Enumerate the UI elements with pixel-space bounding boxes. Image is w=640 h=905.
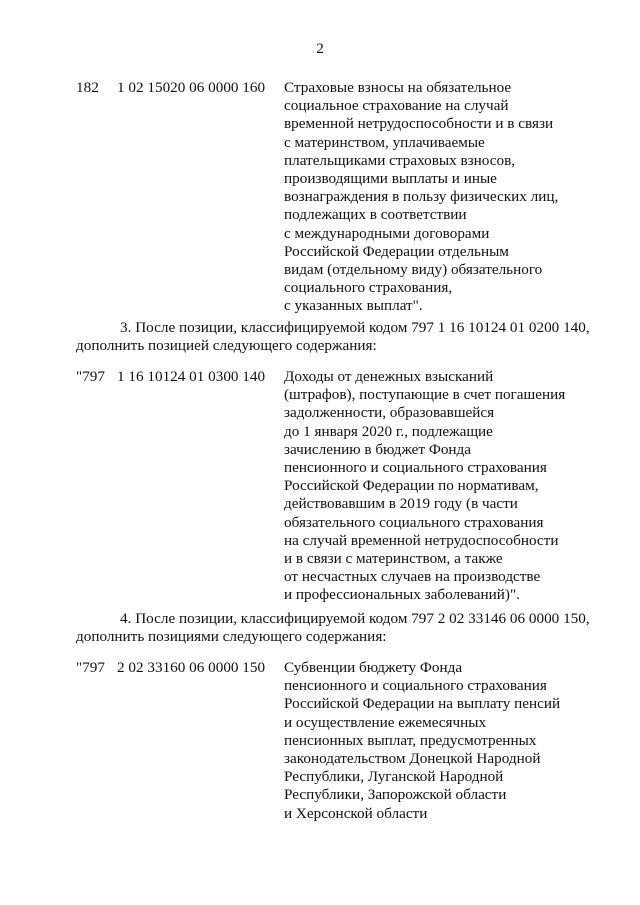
description-line: Страховые взносы на обязательное [284, 79, 512, 96]
paragraph-line: 4. После позиции, классифицируемой кодом 797 2 02 33146 06 0000 150, [120, 610, 590, 627]
description-line: Республики, Луганской Народной [284, 768, 504, 786]
description-line: Доходы от денежных взысканий [284, 368, 494, 385]
admin-code: "797 [76, 368, 105, 385]
description-line: до 1 января 2020 г., подлежащие [284, 422, 493, 440]
description-line: Субвенции бюджету Фонда [284, 659, 463, 676]
description-line: и Херсонской области [284, 804, 428, 822]
admin-code: 182 [76, 79, 99, 96]
description-line: законодательством Донецкой Народной [284, 750, 541, 768]
description-line: временной нетрудоспособности и в связи [284, 115, 554, 133]
description-line: производящими выплаты и иные [284, 170, 497, 188]
description-line: на случай временной нетрудоспособности [284, 531, 559, 549]
entry-description [284, 368, 584, 605]
description-line: обязательного социального страхования [284, 513, 544, 531]
description-line: пенсионного и социального страхования [284, 459, 547, 477]
description-line: задолженности, образовавшейся [284, 404, 495, 422]
paragraph-line: дополнить позицией следующего содержания: [76, 337, 377, 355]
description-line: Российской Федерации отдельным [284, 242, 509, 260]
description-line: и профессиональных заболеваний)". [284, 586, 520, 604]
description-line: Российской Федерации по нормативам, [284, 477, 539, 495]
admin-code: "797 [76, 659, 105, 676]
description-line: вознаграждения в пользу физических лиц, [284, 188, 559, 206]
description-line: Республики, Запорожской области [284, 786, 507, 804]
budget-classification-code: 2 02 33160 06 0000 150 [117, 659, 266, 676]
description-line: плательщиками страховых взносов, [284, 151, 516, 169]
description-line: и в связи с материнством, а также [284, 550, 503, 568]
description-line: социальное страхование на случай [284, 97, 509, 115]
description-line: действовавшим в 2019 году (в части [284, 495, 518, 513]
description-line: пенсионных выплат, предусмотренных [284, 731, 537, 749]
description-line: (штрафов), поступающие в счет погашения [284, 386, 566, 404]
description-line: зачислению в бюджет Фонда [284, 440, 472, 458]
description-line: от несчастных случаев на производстве [284, 568, 541, 586]
entry-description [284, 659, 584, 823]
amendment-paragraph [76, 610, 590, 646]
description-line: с материнством, уплачиваемые [284, 133, 485, 151]
budget-classification-code: 1 02 15020 06 0000 160 [117, 79, 266, 96]
description-line: видам (отдельному виду) обязательного [284, 261, 543, 279]
budget-classification-code: 1 16 10124 01 0300 140 [117, 368, 266, 385]
description-line: подлежащих в соответствии [284, 206, 467, 224]
paragraph-line: 3. После позиции, классифицируемой кодом 797 1 16 10124 01 0200 140, [120, 319, 590, 336]
page-number: 2 [316, 40, 324, 57]
description-line: социального страхования, [284, 279, 453, 297]
amendment-paragraph [76, 319, 590, 355]
description-line: пенсионного и социального страхования [284, 677, 547, 695]
description-line: с международными договорами [284, 224, 490, 242]
description-line: Российской Федерации на выплату пенсий [284, 695, 561, 713]
entry-description [284, 79, 584, 316]
description-line: и осуществление ежемесячных [284, 713, 487, 731]
description-line: с указанных выплат". [284, 297, 423, 315]
paragraph-line: дополнить позициями следующего содержания: [76, 628, 387, 646]
